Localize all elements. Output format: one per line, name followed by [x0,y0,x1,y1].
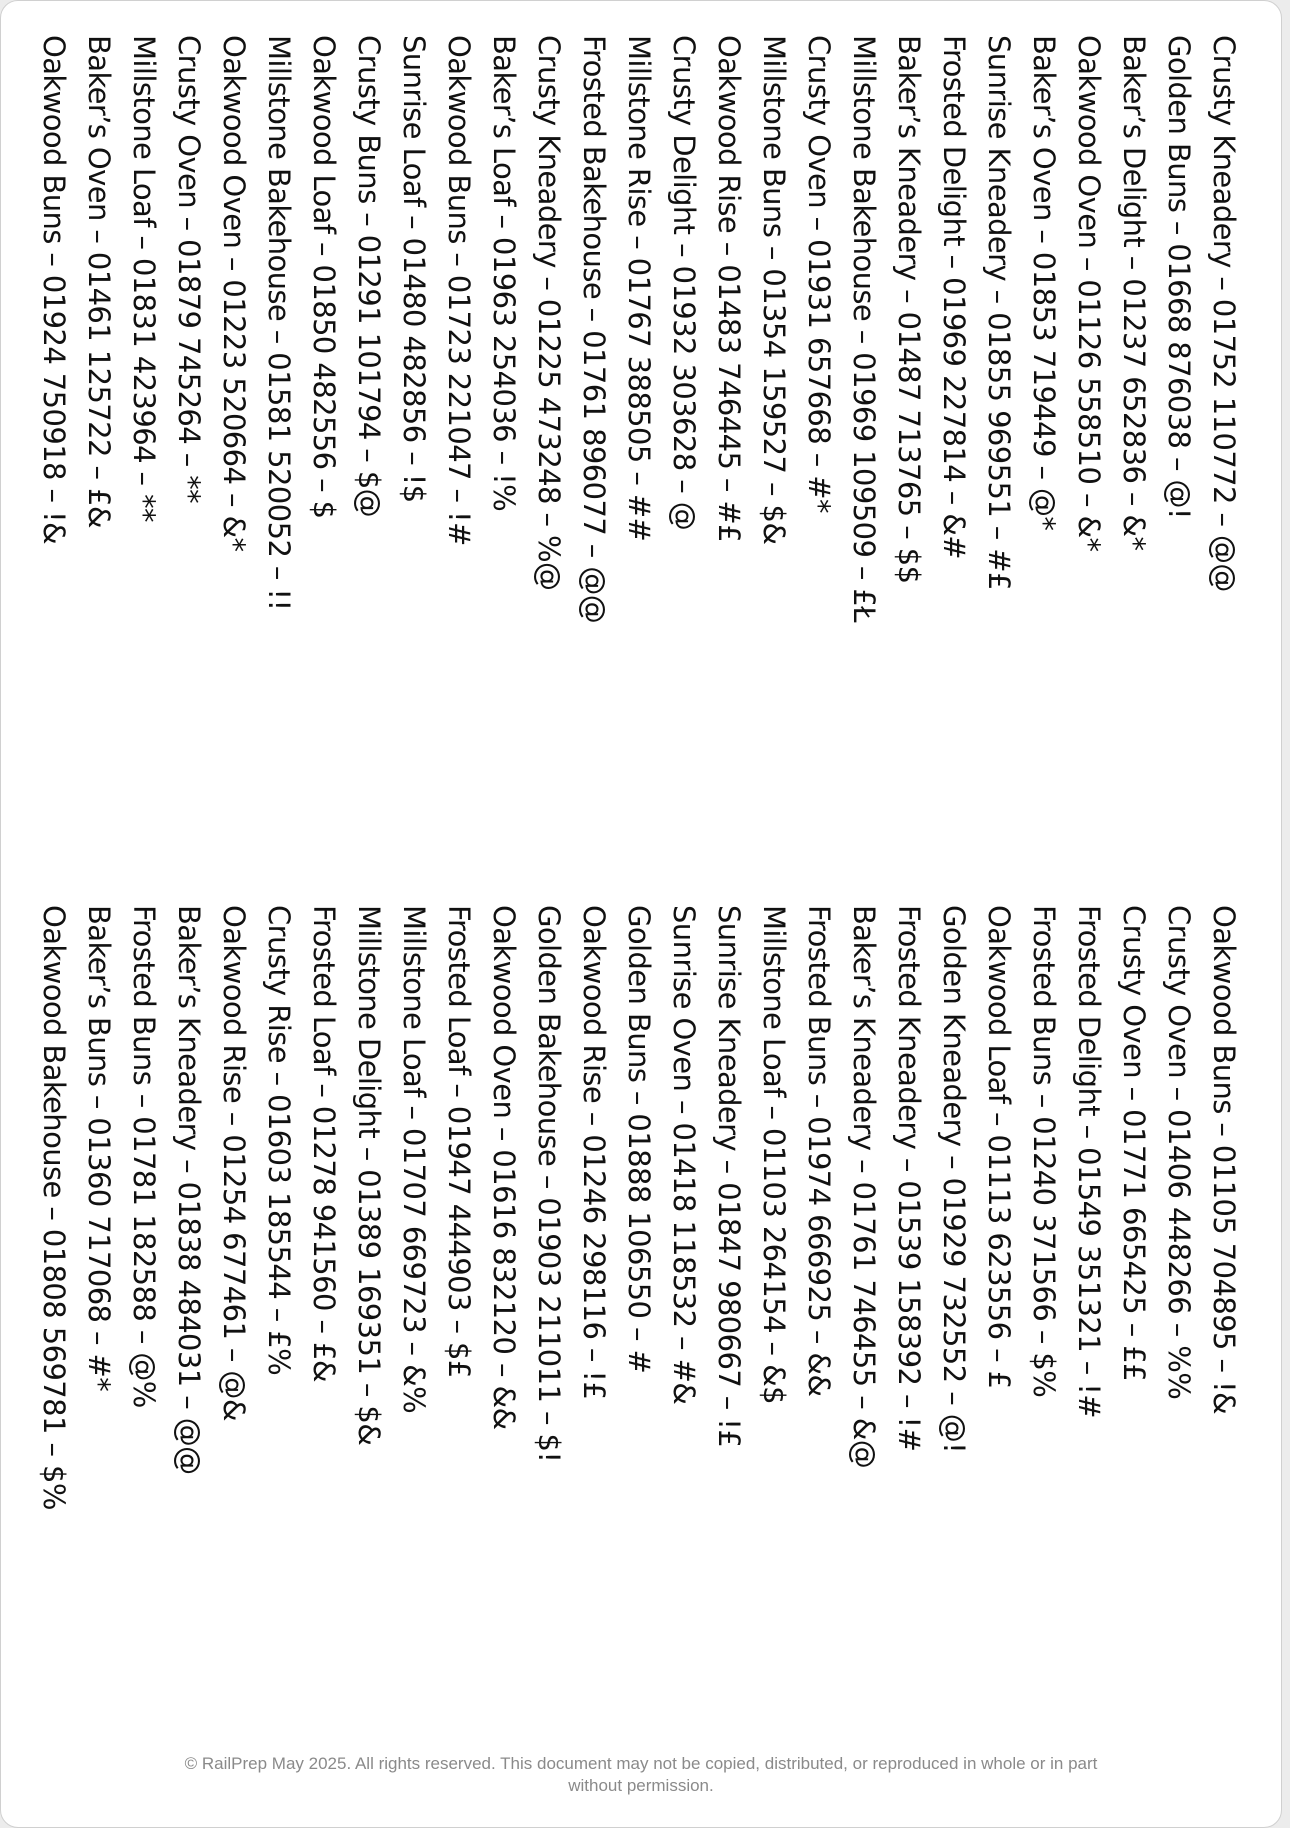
list-item: Oakwood Oven – 01223 520664 – &* [217,35,251,552]
list-item: Golden Buns – 01668 876038 – @! [1162,35,1196,519]
list-item: Oakwood Rise – 01483 746445 – #£ [712,35,746,542]
list-item: Baker’s Oven – 01853 719449 – @* [1027,35,1061,531]
copyright-line-1: © RailPrep May 2025. All rights reserved. This document may not be copied, distributed, or reproduced in whole or in part [184,1754,1098,1773]
list-item: Crusty Oven – 01879 745264 – ** [172,35,206,504]
list-item: Millstone Rise – 01767 388505 – ## [622,35,656,542]
list-item: Oakwood Bakehouse – 01808 569781 – $% [37,905,71,1510]
list-item: Crusty Oven – 01771 665425 – ££ [1117,905,1151,1381]
list-item: Oakwood Loaf – 01113 623556 – £ [982,905,1016,1389]
list-item: Millstone Loaf – 01103 264154 – &$ [757,905,791,1404]
list-item: Crusty Buns – 01291 101794 – $@ [352,35,386,518]
list-item: Oakwood Oven – 01126 558510 – &* [1072,35,1106,552]
list-item: Frosted Buns – 01240 371566 – $% [1027,905,1061,1398]
list-item: Frosted Delight – 01969 227814 – &# [937,35,971,559]
list-item: Frosted Buns – 01781 182588 – @% [127,905,161,1408]
copyright-footer [111,1753,1171,1797]
list-item: Frosted Bakehouse – 01761 896077 – @@ [577,35,611,624]
list-item: Millstone Delight – 01389 169351 – $& [352,905,386,1446]
list-item: Frosted Loaf – 01947 444903 – $£ [442,905,476,1378]
list-item: Baker’s Kneadery – 01838 484031 – @@ [172,905,206,1475]
list-item: Oakwood Buns – 01924 750918 – !& [37,35,71,545]
list-item: Golden Kneadery – 01929 732552 – @! [937,905,971,1454]
list-item: Sunrise Loaf – 01480 482856 – !$ [397,35,431,503]
list-item: Millstone Buns – 01354 159527 – $& [757,35,791,545]
list-item: Oakwood Loaf – 01850 482556 – $ [307,35,341,519]
list-item: Frosted Buns – 01974 666925 – && [802,905,836,1397]
left-column-list [31,35,1246,623]
list-item: Sunrise Kneadery – 01847 980667 – !£ [712,905,746,1448]
list-item: Frosted Delight – 01549 351321 – !# [1072,905,1106,1418]
list-item: Oakwood Rise – 01254 677461 – @& [217,905,251,1421]
copyright-line-2: without permission. [568,1776,714,1795]
list-item: Millstone Bakehouse – 01581 520052 – !! [262,35,296,611]
right-column-list [31,905,1246,1510]
list-item: Oakwood Buns – 01105 704895 – !& [1207,905,1241,1415]
list-item: Baker’s Oven – 01461 125722 – £& [82,35,116,528]
list-item: Golden Bakehouse – 01903 211011 – $! [532,905,566,1463]
list-item: Millstone Loaf – 01831 423964 – ** [127,35,161,522]
list-item: Golden Buns – 01888 106550 – # [622,905,656,1374]
list-item: Crusty Delight – 01932 303628 – @ [667,35,701,531]
list-item: Baker’s Kneadery – 01487 713765 – $$ [892,35,926,584]
list-item: Baker’s Delight – 01237 652836 – &* [1117,35,1151,551]
list-item: Oakwood Buns – 01723 221047 – !# [442,35,476,546]
list-item: Crusty Oven – 01406 448266 – %% [1162,905,1196,1400]
list-item: Baker’s Kneadery – 01761 746455 – &@ [847,905,881,1469]
list-item: Millstone Bakehouse – 01969 109509 – £Ł [847,35,881,622]
list-item: Crusty Oven – 01931 657668 – #* [802,35,836,513]
list-item: Crusty Kneadery – 01225 473248 – %@ [532,35,566,591]
list-item: Baker’s Loaf – 01963 254036 – !% [487,35,521,512]
list-item: Oakwood Rise – 01246 298116 – !£ [577,905,611,1400]
list-item: Sunrise Oven – 01418 118532 – #& [667,905,701,1405]
list-item: Sunrise Kneadery – 01855 969551 – #£ [982,35,1016,590]
list-item: Millstone Loaf – 01707 669723 – &% [397,905,431,1414]
list-item: Baker’s Buns – 01360 717068 – #* [82,905,116,1392]
list-item: Crusty Kneadery – 01752 110772 – @@ [1207,35,1241,592]
list-item: Frosted Loaf – 01278 941560 – £& [307,905,341,1382]
list-item: Crusty Rise – 01603 185544 – £% [262,905,296,1376]
rotated-content [37,35,1246,1595]
list-item: Oakwood Oven – 01616 832120 – && [487,905,521,1430]
list-item: Frosted Kneadery – 01539 158392 – !# [892,905,926,1452]
